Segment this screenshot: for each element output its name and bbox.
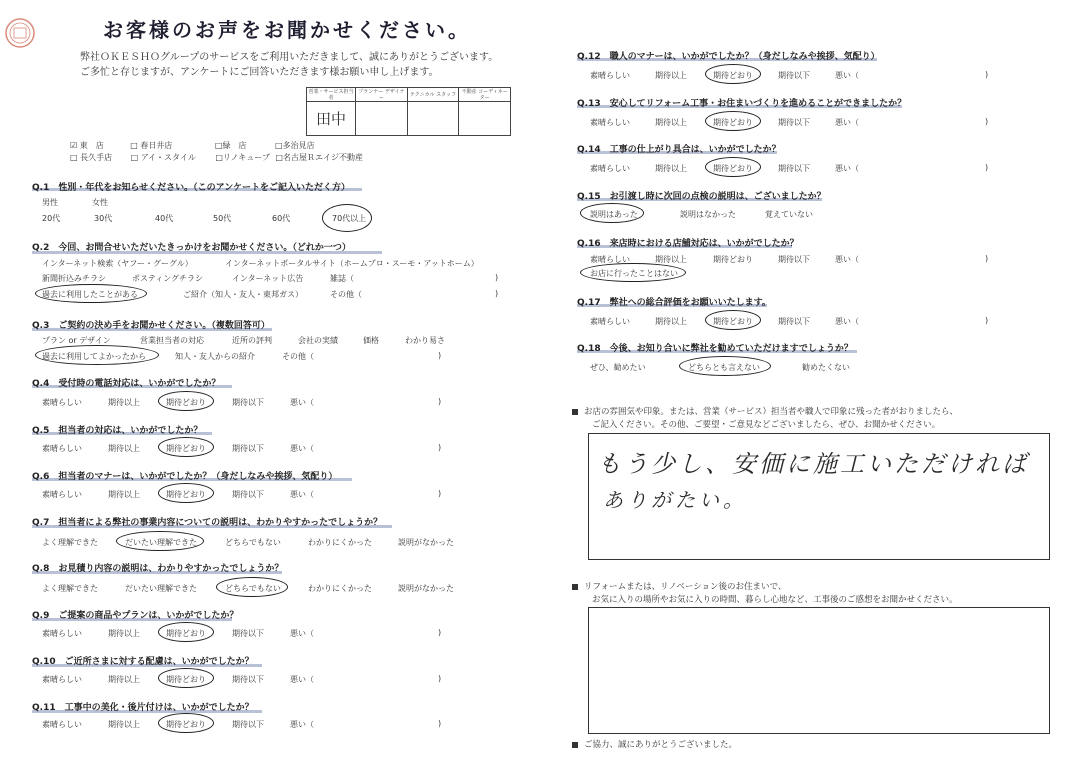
store-row-2 bbox=[70, 152, 363, 163]
option-below[interactable]: 期待以下 bbox=[778, 71, 810, 80]
option-excellent[interactable]: 素晴らしい bbox=[42, 675, 82, 684]
option-as-expected[interactable]: 期待どおり bbox=[166, 398, 206, 407]
option-as-expected[interactable]: 期待どおり bbox=[166, 490, 206, 499]
option-above[interactable]: 期待以上 bbox=[655, 118, 687, 127]
option-good-past[interactable]: 過去に利用してよかったから bbox=[42, 352, 146, 361]
question-5: Q.5 担当者の対応は、いかがでしたか？ bbox=[32, 426, 203, 436]
store-i-style: アイ・スタイル bbox=[140, 153, 196, 162]
option-hard-to-understand[interactable]: わかりにくかった bbox=[308, 584, 372, 593]
option-mostly-understood[interactable]: だいたい理解できた bbox=[125, 584, 197, 593]
intro-line-1: 弊社ＯＫＥＳＨＯグループのサービスをご利用いただきまして、誠にありがとうございます。 bbox=[80, 52, 499, 63]
option-30s[interactable]: 30代 bbox=[94, 214, 113, 223]
option-other[interactable]: その他（ bbox=[330, 290, 362, 299]
option-not-recommend[interactable]: 勧めたくない bbox=[802, 363, 850, 372]
option-70s-plus[interactable]: 70代以上 bbox=[332, 214, 367, 223]
option-excellent[interactable]: 素晴らしい bbox=[42, 398, 82, 407]
option-understood-well[interactable]: よく理解できた bbox=[42, 584, 98, 593]
question-7: Q.7 担当者による弊社の事業内容についての説明は、わかりやすかったでしょうか？ bbox=[32, 518, 383, 528]
option-above[interactable]: 期待以上 bbox=[108, 675, 140, 684]
question-4: Q.4 受付時の電話対応は、いかがでしたか？ bbox=[32, 379, 221, 389]
option-20s[interactable]: 20代 bbox=[42, 214, 61, 223]
option-clarity[interactable]: わかり易さ bbox=[405, 336, 445, 345]
option-as-expected[interactable]: 期待どおり bbox=[713, 118, 753, 127]
answer-circle bbox=[705, 310, 761, 330]
question-18: Q.18 今後、お知り合いに弊社を勧めていただけますでしょうか？ bbox=[577, 344, 853, 354]
option-40s[interactable]: 40代 bbox=[155, 214, 174, 223]
option-excellent[interactable]: 素晴らしい bbox=[590, 71, 630, 80]
option-excellent[interactable]: 素晴らしい bbox=[42, 629, 82, 638]
option-50s[interactable]: 50代 bbox=[213, 214, 232, 223]
answer-circle bbox=[158, 483, 214, 503]
answer-circle bbox=[322, 204, 372, 232]
option-bad[interactable]: 悪い（ bbox=[835, 118, 859, 127]
answer-circle bbox=[580, 263, 686, 282]
option-friend-intro[interactable]: 知人・友人からの紹介 bbox=[175, 352, 255, 361]
paren-close: ) bbox=[438, 628, 442, 637]
option-bad[interactable]: 悪い（ bbox=[290, 398, 314, 407]
handwritten-comment-line2: ありがたい。 bbox=[603, 488, 747, 512]
option-bad[interactable]: 悪い（ bbox=[290, 675, 314, 684]
option-excellent[interactable]: 素晴らしい bbox=[590, 317, 630, 326]
option-bad[interactable]: 悪い（ bbox=[835, 317, 859, 326]
store-renocube: リノキューブ bbox=[222, 153, 270, 162]
option-above[interactable]: 期待以上 bbox=[108, 490, 140, 499]
option-as-expected[interactable]: 期待どおり bbox=[713, 164, 753, 173]
option-bad[interactable]: 悪い（ bbox=[290, 444, 314, 453]
option-above[interactable]: 期待以上 bbox=[108, 444, 140, 453]
answer-circle bbox=[35, 284, 147, 303]
option-below[interactable]: 期待以下 bbox=[778, 164, 810, 173]
answer-circle bbox=[158, 437, 214, 457]
option-cant-say[interactable]: どちらとも言えない bbox=[688, 363, 760, 372]
option-definitely-recommend[interactable]: ぜひ、勧めたい bbox=[590, 363, 646, 372]
store-r-age: 名古屋Ｒエイジ不動産 bbox=[282, 153, 363, 162]
answer-circle bbox=[216, 577, 288, 597]
paren-close: ) bbox=[438, 719, 442, 728]
question-11: Q.11 工事中の美化・後片付けは、いかがでしたか？ bbox=[32, 703, 254, 713]
option-60s[interactable]: 60代 bbox=[272, 214, 291, 223]
option-neutral[interactable]: どちらでもない bbox=[225, 584, 281, 593]
option-above[interactable]: 期待以上 bbox=[108, 629, 140, 638]
option-above[interactable]: 期待以上 bbox=[655, 71, 687, 80]
staff-handwritten-name: 田中 bbox=[316, 110, 347, 128]
answer-circle bbox=[679, 356, 771, 376]
option-portal-site[interactable]: インターネットポータルサイト（ホームプロ・スーモ・アットホーム） bbox=[225, 259, 479, 268]
answer-circle bbox=[158, 713, 214, 733]
option-as-expected[interactable]: 期待どおり bbox=[166, 444, 206, 453]
option-above[interactable]: 期待以上 bbox=[655, 317, 687, 326]
option-above[interactable]: 期待以上 bbox=[655, 164, 687, 173]
option-as-expected[interactable]: 期待どおり bbox=[166, 720, 206, 729]
answer-circle bbox=[158, 668, 214, 688]
store-checkbox[interactable]: □ bbox=[70, 153, 78, 162]
question-13: Q.13 安心してリフォーム工事・お住まいづくりを進めることができましたか？ bbox=[577, 99, 907, 109]
paren-close: ) bbox=[985, 163, 989, 172]
option-bad[interactable]: 悪い（ bbox=[290, 490, 314, 499]
option-below[interactable]: 期待以下 bbox=[232, 444, 264, 453]
option-web-search[interactable]: インターネット検索（ヤフー・グーグル） bbox=[42, 259, 193, 268]
option-bad[interactable]: 悪い（ bbox=[290, 629, 314, 638]
answer-circle bbox=[705, 111, 761, 131]
option-neutral[interactable]: どちらでもない bbox=[225, 538, 281, 547]
question-10: Q.10 ご近所さまに対する配慮は、いかがでしたか？ bbox=[32, 657, 254, 667]
staff-col-planner: プランナー デザイナー bbox=[358, 88, 405, 101]
store-checkbox[interactable]: □ bbox=[214, 141, 223, 150]
comment-box-1[interactable] bbox=[588, 433, 1050, 560]
option-hard-to-understand[interactable]: わかりにくかった bbox=[308, 538, 372, 547]
option-as-expected[interactable]: 期待どおり bbox=[713, 255, 753, 264]
paren-close: ) bbox=[438, 351, 442, 360]
paren-close: ) bbox=[438, 674, 442, 683]
comment-prompt-2-line1: リフォームまたは、リノベーション後のお住まいで、 bbox=[572, 580, 786, 592]
option-above[interactable]: 期待以上 bbox=[108, 398, 140, 407]
store-checkbox[interactable]: □ bbox=[275, 141, 283, 150]
option-below[interactable]: 期待以下 bbox=[232, 675, 264, 684]
option-track-record[interactable]: 会社の実績 bbox=[298, 336, 338, 345]
option-newspaper-flyer[interactable]: 新聞折込みチラシ bbox=[42, 274, 106, 283]
answer-circle bbox=[580, 203, 644, 223]
option-explained[interactable]: 説明はあった bbox=[590, 210, 638, 219]
option-below[interactable]: 期待以下 bbox=[778, 118, 810, 127]
staff-table bbox=[306, 87, 511, 136]
store-checkbox[interactable]: □ bbox=[130, 153, 139, 162]
store-kasugai: 春日井店 bbox=[140, 141, 173, 150]
option-plan-design[interactable]: プラン or デザイン bbox=[42, 336, 111, 345]
footer-thanks: ご協力、誠にありがとうございました。 bbox=[572, 738, 737, 750]
answer-circle bbox=[705, 64, 761, 84]
option-excellent[interactable]: 素晴らしい bbox=[42, 720, 82, 729]
comment-prompt-1-line2: ご記入ください。その他、ご要望・ご意見などございましたら、ぜひ、お聞かせください。 bbox=[592, 420, 941, 430]
answer-circle bbox=[705, 157, 761, 177]
option-used-before[interactable]: 過去に利用したことがある bbox=[42, 290, 138, 299]
handwritten-comment-line1: もう少し、安価に施工いただければ bbox=[597, 450, 1029, 478]
option-below[interactable]: 期待以下 bbox=[232, 720, 264, 729]
option-magazine[interactable]: 雑誌（ bbox=[330, 274, 354, 283]
paren-close: ) bbox=[985, 117, 989, 126]
option-bad[interactable]: 悪い（ bbox=[835, 255, 859, 264]
survey-title: お客様のお声をお聞かせください。 bbox=[103, 18, 471, 42]
option-below[interactable]: 期待以下 bbox=[232, 629, 264, 638]
option-excellent[interactable]: 素晴らしい bbox=[42, 444, 82, 453]
paren-close: ) bbox=[438, 397, 442, 406]
option-price[interactable]: 価格 bbox=[363, 336, 379, 345]
option-reputation[interactable]: 近所の評判 bbox=[232, 336, 272, 345]
option-above[interactable]: 期待以上 bbox=[655, 255, 687, 264]
option-below[interactable]: 期待以下 bbox=[778, 317, 810, 326]
option-not-explained[interactable]: 説明はなかった bbox=[680, 210, 736, 219]
question-16: Q.16 来店時における店舗対応は、いかがでしたか？ bbox=[577, 239, 799, 249]
store-tajimi: 多治見店 bbox=[282, 141, 315, 150]
option-excellent[interactable]: 素晴らしい bbox=[42, 490, 82, 499]
question-6: Q.6 担当者のマナーは、いかがでしたか？（身だしなみや挨拶、気配り） bbox=[32, 472, 338, 482]
option-other[interactable]: その他（ bbox=[282, 352, 314, 361]
store-checkbox[interactable]: □ bbox=[275, 153, 283, 162]
question-9: Q.9 ご提案の商品やプランは、いかがでしたか？ bbox=[32, 611, 239, 621]
store-nagakute: 長久手店 bbox=[80, 153, 113, 162]
option-excellent[interactable]: 素晴らしい bbox=[590, 255, 630, 264]
paren-close: ) bbox=[438, 489, 442, 498]
comment-prompt-2-line2: お気に入りの場所やお気に入りの時間、暮らし心地など、工事後のご感想をお聞かせください。 bbox=[592, 595, 958, 605]
question-17: Q.17 弊社への総合評価をお願いいたします。 bbox=[577, 298, 771, 308]
paren-close: ) bbox=[438, 443, 442, 452]
question-1: Q.1 性別・年代をお知らせください。（このアンケートをご記入いただく方） bbox=[32, 183, 351, 193]
option-below[interactable]: 期待以下 bbox=[232, 490, 264, 499]
option-bad[interactable]: 悪い（ bbox=[290, 720, 314, 729]
option-below[interactable]: 期待以下 bbox=[232, 398, 264, 407]
paren-close: ) bbox=[985, 254, 989, 263]
answer-circle bbox=[35, 345, 159, 365]
comment-prompt-1-line1: お店の雰囲気や印象。または、営業（サービス）担当者や職人で印象に残った者がおりましたら、 bbox=[572, 405, 958, 417]
paren-close: ) bbox=[495, 273, 499, 282]
option-no-explanation[interactable]: 説明がなかった bbox=[398, 538, 454, 547]
option-as-expected[interactable]: 期待どおり bbox=[166, 675, 206, 684]
question-14: Q.14 工事の仕上がり具合は、いかがでしたか？ bbox=[577, 145, 781, 155]
option-as-expected[interactable]: 期待どおり bbox=[713, 71, 753, 80]
option-excellent[interactable]: 素晴らしい bbox=[590, 164, 630, 173]
store-midori: 緑 店 bbox=[222, 141, 247, 150]
company-stamp bbox=[3, 16, 37, 50]
option-no-explanation[interactable]: 説明がなかった bbox=[398, 584, 454, 593]
intro-line-2: ご多忙と存じますが、アンケートにご回答いただきます様お願い申し上げます。 bbox=[80, 67, 439, 78]
option-never-visited[interactable]: お店に行ったことはない bbox=[590, 269, 678, 278]
staff-col-technical: テクニカル スタッフ bbox=[409, 91, 457, 98]
question-15: Q.15 お引渡し時に次回の点検の説明は、ございましたか？ bbox=[577, 192, 826, 202]
answer-circle bbox=[158, 391, 214, 411]
store-checkbox[interactable]: □ bbox=[215, 153, 223, 162]
option-as-expected[interactable]: 期待どおり bbox=[166, 629, 206, 638]
question-12: Q.12 職人のマナーは、いかがでしたか？（身だしなみや挨拶、気配り） bbox=[577, 52, 880, 62]
option-dont-remember[interactable]: 覚えていない bbox=[765, 210, 813, 219]
paren-close: ) bbox=[985, 70, 989, 79]
option-bad[interactable]: 悪い（ bbox=[835, 71, 859, 80]
store-row-1 bbox=[70, 140, 315, 151]
option-referral[interactable]: ご紹介（知人・友人・東邦ガス） bbox=[183, 290, 303, 299]
question-8: Q.8 お見積り内容の説明は、わかりやすかったでしょうか？ bbox=[32, 564, 284, 574]
option-male[interactable]: 男性 bbox=[42, 198, 58, 207]
comment-box-2[interactable] bbox=[588, 607, 1050, 734]
option-above[interactable]: 期待以上 bbox=[108, 720, 140, 729]
paren-close: ) bbox=[495, 289, 499, 298]
store-checkbox[interactable]: □ bbox=[130, 141, 138, 150]
store-higashi: 東 店 bbox=[79, 141, 104, 150]
option-female[interactable]: 女性 bbox=[92, 198, 108, 207]
store-checkbox-checked[interactable]: ☑ bbox=[70, 141, 78, 150]
paren-close: ) bbox=[985, 316, 989, 325]
option-mostly-understood[interactable]: だいたい理解できた bbox=[125, 538, 197, 547]
question-3: Q.3 ご契約の決め手をお聞かせください。（複数回答可） bbox=[32, 321, 270, 331]
option-web-ad[interactable]: インターネット広告 bbox=[232, 274, 304, 283]
option-sales-response[interactable]: 営業担当者の対応 bbox=[140, 336, 204, 345]
option-understood-well[interactable]: よく理解できた bbox=[42, 538, 98, 547]
answer-circle bbox=[158, 622, 214, 642]
option-as-expected[interactable]: 期待どおり bbox=[713, 317, 753, 326]
option-excellent[interactable]: 素晴らしい bbox=[590, 118, 630, 127]
option-posting-flyer[interactable]: ポスティングチラシ bbox=[132, 274, 204, 283]
answer-circle bbox=[116, 531, 204, 551]
question-2: Q.2 今回、お問合せいただいたきっかけをお聞かせください。（どれか一つ） bbox=[32, 243, 351, 253]
staff-col-realestate: 不動産 コーディネーター bbox=[461, 88, 508, 101]
staff-col-sales: 営業・サービス担当者 bbox=[308, 88, 354, 101]
option-bad[interactable]: 悪い（ bbox=[835, 164, 859, 173]
option-below[interactable]: 期待以下 bbox=[778, 255, 810, 264]
